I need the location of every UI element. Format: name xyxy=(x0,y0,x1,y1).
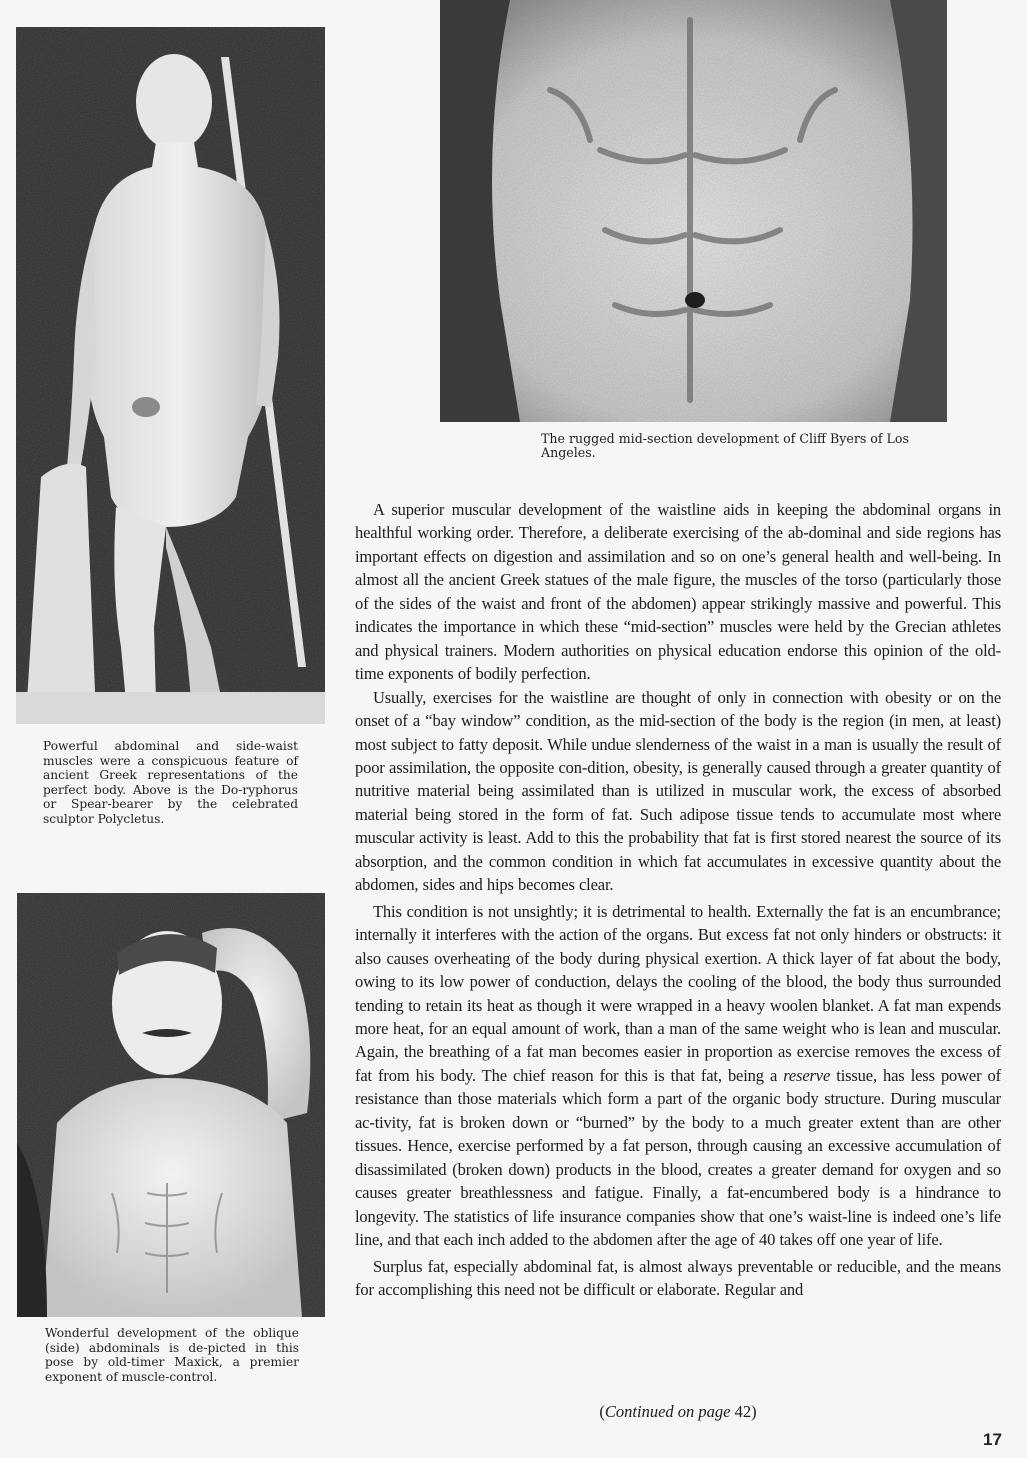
paren-close: ) xyxy=(751,1402,757,1421)
statue-caption: Powerful abdominal and side-waist muscles were a conspicuous feature of ancient Greek representations of the perfect body. Above is the Do-ryphorus or Spear-bearer by the celebrated sculptor Polycletus. xyxy=(43,739,298,826)
paragraph-text: This condition is not unsightly; it is detrimental to health. Externally the fat is an encumbrance; internally it interferes with the action of the organs. But excess fat not only hinders or obstructs: it also causes overheating of the body during physical exertion. A thick layer of fat about the body, owing to its low power of conduction, delays the cooling of the blood, the body thus surrounded tending to retain its heat as though it were wrapped in a heavy woolen blanket. A fat man expends more heat, for an equal amount of work, than a man of the same weight who is lean and muscular. Again, the breathing of a fat man becomes easier in proportion as exercise removes the excess of fat from his body. The chief reason for this is that fat, being a xyxy=(355,901,1001,1085)
maxick-image xyxy=(17,893,325,1317)
torso-caption: The rugged mid-section development of Cliff Byers of Los Angeles. xyxy=(541,431,909,461)
article-paragraph: A superior muscular development of the waistline aids in keeping the abdominal organs in healthful working order. Therefore, a deliberate exercising of the ab-dominal and side regions has important effects on digestion and assimilation and so on one’s general health and well-being. In almost all the ancient Greek statues of the male figure, the muscles of the torso (particularly those of the sides of the waist and front of the abdomen) appear strikingly massive and powerful. This indicates the importance in which these “mid-section” muscles were held by the Grecian athletes and physical trainers. Modern authorities on physical education endorse this opinion of the old-time exponents of bodily perfection. xyxy=(355,500,1001,684)
page-number: 17 xyxy=(983,1430,1002,1449)
continued-label: Continued on page xyxy=(604,1402,731,1421)
paragraph-text: tissue, has less power of resistance than those materials which form a part of the organic body structure. During muscular ac-tivity, fat is broken down or “burned” by the body to a much greater extent than are other tissues. Hence, exercise performed by a fat person, through causing an excessive accumulation of disassimilated (broken down) products in the blood, creates a greater demand for oxygen and so causes greater breathlessness and fatigue. Finally, a fat-encumbered body is a hindrance to longevity. The statistics of life insurance companies show that one’s waist-line is indeed one’s life line, and that each inch added to the abdomen after the age of 40 takes off one year of life. xyxy=(355,1065,1001,1250)
continued-page-number: 42 xyxy=(734,1402,752,1421)
maxick-caption: Wonderful development of the oblique (side) abdominals is de-picted in this pose by old-timer Maxick, a premier exponent of muscle-control. xyxy=(45,1326,299,1384)
statue-image xyxy=(16,27,325,724)
article-paragraph xyxy=(355,900,1001,1252)
maxick-photo xyxy=(17,893,325,1317)
article-body xyxy=(355,498,1001,1301)
article-paragraph: Surplus fat, especially abdominal fat, is almost always preventable or reducible, and the means for accomplishing this need not be difficult or elaborate. Regular and xyxy=(355,1256,1001,1299)
paren-open: ( xyxy=(599,1402,605,1421)
emphasis-text: reserve xyxy=(783,1065,831,1085)
continued-note[interactable] xyxy=(355,1402,1001,1422)
article-paragraph: Usually, exercises for the waistline are thought of only in connection with obesity or on the onset of a “bay window” condition, as the mid-section of the body is the region (in men, at least) most subject to fatty deposit. While undue slenderness of the waist in a man is usually the result of poor assimilation, the opposite con-dition, obesity, is generally caused through a greater quantity of nutritive material being assimilated than is utilized in muscular work, the excess of absorbed material being stored in the form of fat. Such adipose tissue tends to accumulate most where muscular activity is least. Add to this the probability that fat is first stored nearest the source of its absorption, and the common condition in which fat accumulates in excessive quantity about the abdomen, sides and hips becomes clear. xyxy=(355,687,1001,895)
torso-image xyxy=(440,0,947,422)
cliff-byers-torso-photo xyxy=(440,0,947,422)
doryphorus-statue-photo xyxy=(16,27,325,724)
